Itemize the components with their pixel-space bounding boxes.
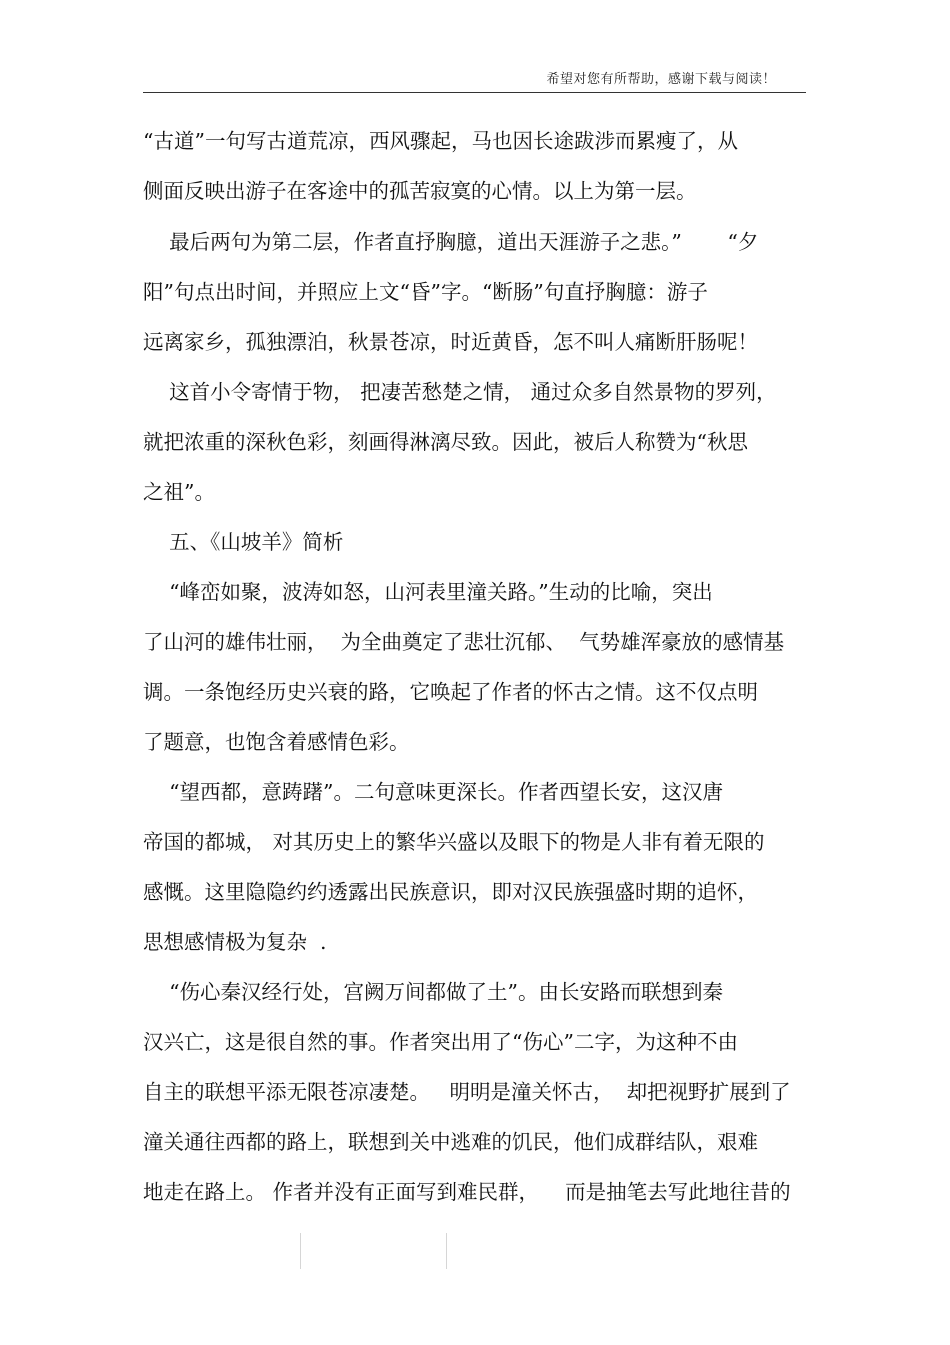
text-line: 自主的联想平添无限苍凉凄楚。 明明是潼关怀古， 却把视野扩展到了 — [143, 1080, 791, 1104]
text-line: 这首小令寄情于物， 把凄苦愁楚之情， 通过众多自然景物的罗列， — [143, 380, 777, 404]
text-line: 就把浓重的深秋色彩，刻画得淋漓尽致。因此，被后人称赞为“秋思 — [143, 430, 748, 454]
text-line: 调。一条饱经历史兴衰的路，它唤起了作者的怀古之情。这不仅点明 — [143, 680, 758, 704]
text-line: 感慨。这里隐隐约约透露出民族意识，即对汉民族强盛时期的追怀， — [143, 880, 758, 904]
text-line: “伤心秦汉经行处，宫阙万间都做了土”。由长安路而联想到秦 — [143, 980, 724, 1004]
page-header: 希望对您有所帮助，感谢下载与阅读！ — [546, 72, 776, 87]
text-line: “望西都，意踌躇”。二句意味更深长。作者西望长安，这汉唐 — [143, 780, 724, 804]
text-line: 之祖”。 — [143, 480, 215, 504]
text-line: 思想感情极为复杂 . — [143, 930, 327, 954]
section-heading: 五、《山坡羊》简析 — [143, 530, 344, 554]
text-line: 帝国的都城， 对其历史上的繁华兴盛以及眼下的物是人非有着无限的 — [143, 830, 765, 854]
header-rule — [143, 92, 806, 93]
text-line: 了题意，也饱含着感情色彩。 — [143, 730, 410, 754]
footer-divider — [300, 1233, 301, 1269]
text-line: 阳”句点出时间，并照应上文“昏”字。“断肠”句直抒胸臆：游子 — [143, 280, 708, 304]
text-line: 地走在路上。 作者并没有正面写到难民群， 而是抽笔去写此地往昔的 — [143, 1180, 791, 1204]
text-line: 最后两句为第二层，作者直抒胸臆，道出天涯游子之悲。” “夕 — [143, 230, 759, 254]
footer-divider — [446, 1233, 447, 1269]
text-line: “古道”一句写古道荒凉，西风骤起，马也因长途跋涉而累瘦了，从 — [143, 129, 738, 153]
text-line: 潼关通往西都的路上，联想到关中逃难的饥民，他们成群结队，艰难 — [143, 1130, 758, 1154]
text-line: 远离家乡，孤独漂泊，秋景苍凉，时近黄昏，怎不叫人痛断肝肠呢！ — [143, 330, 758, 354]
text-line: 侧面反映出游子在客途中的孤苦寂寞的心情。以上为第一层。 — [143, 179, 697, 203]
text-line: “峰峦如聚，波涛如怒，山河表里潼关路。”生动的比喻，突出 — [143, 580, 713, 604]
text-line: 汉兴亡，这是很自然的事。作者突出用了“伤心”二字，为这种不由 — [143, 1030, 738, 1054]
text-line: 了山河的雄伟壮丽， 为全曲奠定了悲壮沉郁、 气势雄浑豪放的感情基 — [143, 630, 785, 654]
